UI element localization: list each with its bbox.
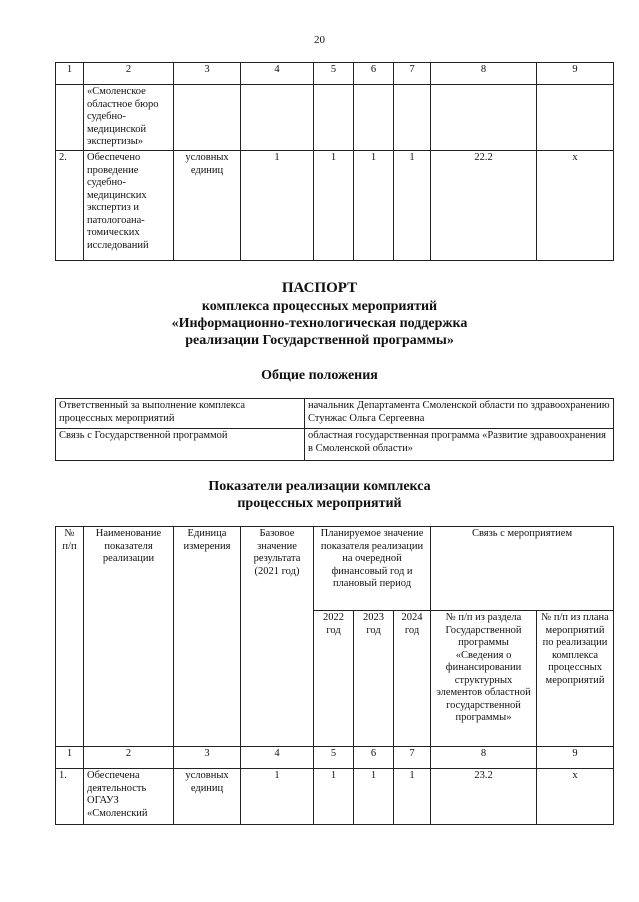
col-number: 7: [394, 63, 431, 85]
header-base: Базовое значение результата (2021 год): [241, 527, 314, 747]
table-row: [56, 399, 614, 429]
value-2022: 1: [314, 769, 354, 825]
header-link-plan: № п/п из плана мероприятий по реализации комплекса процессных мероприятий: [537, 611, 614, 747]
value-2022: 1: [314, 151, 354, 261]
indicator-name: «Смоленское областное бюро судебно-медицинской экспертизы»: [84, 85, 174, 151]
col-number: 1: [56, 63, 84, 85]
column-number-row: [56, 63, 614, 85]
row-number: 2.: [56, 151, 84, 261]
link-gp: 22.2: [431, 151, 537, 261]
col-number: 4: [241, 63, 314, 85]
page-number: 20: [314, 34, 325, 46]
header-unit: Единица измерения: [174, 527, 241, 747]
indicator-name: Обеспечено проведение судебно-медицинских экспертиз и патологоана-томических исследований: [84, 151, 174, 261]
col-number: 9: [537, 747, 614, 769]
value-2023: 1: [354, 769, 394, 825]
top-table: [55, 62, 614, 261]
col-number: 5: [314, 747, 354, 769]
general-value: начальник Департамента Смоленской области по здравоохранению Стунжас Ольга Сергеевна: [305, 399, 614, 429]
header-num: № п/п: [56, 527, 84, 747]
link-gp: 23.2: [431, 769, 537, 825]
col-number: 1: [56, 747, 84, 769]
indicators-heading-2: процессных мероприятий: [237, 496, 402, 511]
col-number: 5: [314, 63, 354, 85]
col-number: 9: [537, 63, 614, 85]
col-number: 2: [84, 747, 174, 769]
col-number: 6: [354, 63, 394, 85]
indicator-name: Обеспечена деятельность ОГАУЗ «Смоленский: [84, 769, 174, 825]
base-value: 1: [241, 769, 314, 825]
col-number: 6: [354, 747, 394, 769]
col-number: 4: [241, 747, 314, 769]
general-table: [55, 398, 614, 461]
indicators-table: [55, 526, 614, 825]
table-row: [56, 85, 614, 151]
col-number: 2: [84, 63, 174, 85]
passport-line-1: комплекса процессных мероприятий: [201, 299, 438, 314]
col-number: 8: [431, 63, 537, 85]
unit: условных единиц: [174, 769, 241, 825]
header-row: [56, 527, 614, 611]
table-row: [56, 769, 614, 825]
table-row: [56, 151, 614, 261]
general-heading: Общие положения: [261, 368, 378, 383]
unit: условных единиц: [174, 151, 241, 261]
column-number-row: [56, 747, 614, 769]
general-label: Ответственный за выполнение комплекса процессных мероприятий: [56, 399, 305, 429]
value-2024: 1: [394, 769, 431, 825]
passport-line-3: реализации Государственной программы»: [185, 333, 454, 348]
header-link-gp: № п/п из раздела Государственной программы «Сведения о финансировании структурных элементов областной государственной программы»: [431, 611, 537, 747]
general-label: Связь с Государственной программой: [56, 429, 305, 461]
value-2023: 1: [354, 151, 394, 261]
col-number: 7: [394, 747, 431, 769]
header-2022: 2022 год: [314, 611, 354, 747]
header-link: Связь с мероприятием: [431, 527, 614, 611]
passport-line-2: «Информационно-технологическая поддержка: [171, 316, 468, 331]
header-planned: Планируемое значение показателя реализации на очередной финансовый год и плановый период: [314, 527, 431, 611]
header-name: Наименование показателя реализации: [84, 527, 174, 747]
passport-title: ПАСПОРТ: [281, 280, 358, 296]
table-row: [56, 429, 614, 461]
row-number: 1.: [56, 769, 84, 825]
base-value: 1: [241, 151, 314, 261]
link-plan: х: [537, 769, 614, 825]
header-2023: 2023 год: [354, 611, 394, 747]
value-2024: 1: [394, 151, 431, 261]
general-value: областная государственная программа «Развитие здравоохранения в Смоленской области»: [305, 429, 614, 461]
indicators-heading-1: Показатели реализации комплекса: [208, 479, 431, 494]
col-number: 8: [431, 747, 537, 769]
header-2024: 2024 год: [394, 611, 431, 747]
col-number: 3: [174, 63, 241, 85]
col-number: 3: [174, 747, 241, 769]
link-plan: х: [537, 151, 614, 261]
